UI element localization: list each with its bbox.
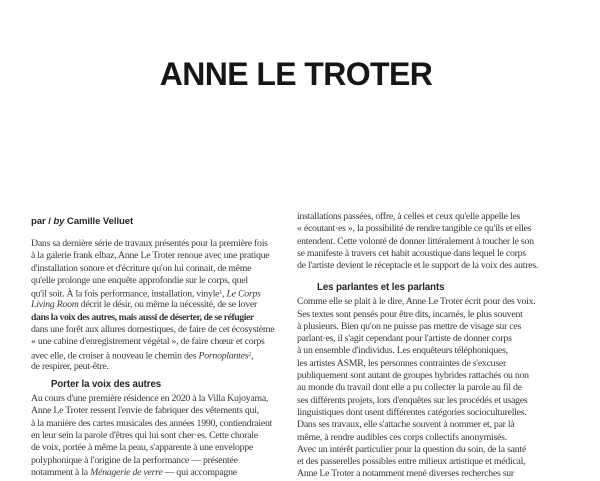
text-line: [297, 419, 567, 431]
text-line: [31, 405, 293, 417]
text-segment: Avec un intérêt particulier pour la question du soin, de la santé: [297, 443, 526, 455]
text-segment: Living Room: [31, 299, 79, 311]
text-segment: même, à rendre audibles ces corps collectifs anonymisés.: [297, 431, 507, 443]
section-heading-porter-la-voix: Porter la voix des autres: [51, 379, 162, 391]
text-segment: installations passées, offre, à celles et ceux qu'elle appelle les: [297, 211, 521, 222]
text-segment: dans la voix des autres, mais aussi de déserter, de se réfugier: [31, 311, 254, 323]
text-line: [297, 456, 567, 468]
text-segment: avec elle, de croiser à nouveau le chemin des: [31, 350, 199, 362]
left-paragraph-2: [31, 393, 293, 479]
text-segment: Pornoplantes: [198, 350, 249, 362]
text-segment: Camille Velluet: [64, 216, 134, 227]
text-segment: de voix, portée à même la peau, s'apparente à une enveloppe: [31, 442, 254, 454]
text-segment: au monde du travail dont elle a pu collecter la parole au fil de: [297, 382, 522, 394]
text-line: [31, 216, 293, 228]
text-segment: à la galerie frank elbaz, Anne Le Troter renoue avec une pratique: [31, 250, 270, 262]
text-segment: les artistes ASMR, les personnes contraintes de s'excuser: [297, 357, 506, 369]
text-segment: publiquement sont autant de groupes hybrides rattachés ou non: [297, 370, 529, 382]
text-segment: notamment à la: [31, 466, 91, 478]
text-line: [297, 395, 567, 407]
text-segment: Comme elle se plait à le dire, Anne Le Troter écrit pour des voix.: [297, 296, 536, 308]
text-line: [31, 324, 293, 336]
text-line: [297, 321, 567, 333]
text-line: [31, 287, 293, 299]
text-segment: de l'artiste devient le réceptacle et le support de la voix des autres.: [297, 260, 539, 272]
footnote-marker: 1: [219, 290, 223, 297]
text-segment: et des passerelles possibles entre milieux artistique et médical,: [297, 456, 526, 468]
text-line: [31, 250, 293, 262]
text-segment: « écoutant·es », la possibilité de rendre tangible ce qu'ils et elles: [297, 223, 532, 235]
text-line: [31, 238, 293, 250]
text-segment: ses différents projets, lors d'enquêtes sur les procédés et usages: [297, 394, 528, 406]
text-segment: Anne Le Troter ressent l'envie de fabriquer des vêtements qui,: [31, 405, 259, 417]
text-segment: à la manière des cartes musicales des années 1990, contiendraient: [31, 417, 273, 429]
text-line: [31, 467, 293, 479]
footnote-marker: 2: [248, 351, 252, 358]
text-segment: d'installation sonore et d'écriture qu'on lui connait, de même: [31, 262, 252, 274]
right-paragraph-2: [297, 296, 567, 480]
text-line: [31, 393, 293, 405]
text-line: [297, 211, 567, 223]
article-title: ANNE LE TROTER: [159, 56, 433, 92]
text-segment: parlant·es, il s'agit cependant pour l'artiste de donner corps: [297, 333, 512, 345]
section-heading-les-parlantes: Les parlantes et les parlants: [317, 282, 445, 294]
text-segment: Au cours d'une première résidence en 2020 à la Villa Kujoyama,: [31, 393, 269, 405]
text-line: [297, 333, 567, 345]
text-line: [31, 361, 293, 373]
text-segment: Dans ses travaux, elle s'attache souvent à nommer et, par là: [297, 419, 515, 431]
byline: [31, 216, 293, 228]
text-segment: à plusieurs. Bien qu'on ne puisse pas mettre de visage sur ces: [297, 320, 522, 332]
text-line: [31, 455, 293, 467]
text-segment: Ses textes sont pensés pour être dits, incarnés, le plus souvent: [297, 308, 523, 320]
text-line: [297, 468, 567, 480]
text-line: [31, 349, 293, 361]
text-line: [31, 312, 293, 324]
right-column: [297, 211, 567, 481]
text-segment: ,: [251, 350, 254, 362]
text-line: [297, 432, 567, 444]
text-line: [31, 442, 293, 454]
text-line: [297, 407, 567, 419]
right-paragraph-1: [297, 211, 567, 272]
text-line: [297, 370, 567, 382]
text-segment: Ménagerie de verre: [90, 466, 163, 478]
text-line: [297, 236, 567, 248]
text-line: [297, 296, 567, 308]
text-segment: se manifeste à travers cet habit acoustique dans lequel le corps: [297, 247, 526, 259]
text-segment: à un ensemble d'individus. Les enquêteurs téléphoniques,: [297, 345, 508, 357]
text-segment: dans une forêt aux allures domestiques, de faire de cet écosystème: [31, 324, 275, 336]
text-line: [297, 444, 567, 456]
text-line: [297, 309, 567, 321]
text-segment: polyphonique à l'origine de la performance — présentée: [31, 454, 238, 466]
text-line: [297, 223, 567, 235]
text-segment: Le Corps: [226, 288, 261, 300]
text-line: [31, 336, 293, 348]
text-line: [297, 358, 567, 370]
text-segment: qu'elle prolonge une enquête approfondie sur le corps, quel: [31, 274, 248, 286]
text-line: [297, 382, 567, 394]
text-segment: en leur sein la parole d'êtres qui lui sont cher·es. Cette chorale: [31, 429, 258, 441]
text-line: [31, 430, 293, 442]
text-segment: — qui accompagne: [162, 466, 237, 478]
text-line: [31, 418, 293, 430]
text-segment: Dans sa dernière série de travaux présentés pour la première fois: [31, 238, 268, 249]
text-segment: par /: [31, 216, 54, 227]
text-line: [297, 345, 567, 357]
text-line: [31, 299, 293, 311]
text-segment: ,: [222, 288, 227, 300]
text-line: [31, 263, 293, 275]
text-line: [297, 260, 567, 272]
text-segment: décrit le désir, ou même la nécessité, de se lover: [78, 299, 257, 311]
text-segment: linguistiques dont usent différentes catégories socioculturelles.: [297, 406, 527, 418]
text-segment: « une cabine d'enregistrement végétal », de faire chœur et corps: [31, 336, 265, 348]
text-segment: by: [53, 216, 65, 227]
text-line: [31, 275, 293, 287]
text-segment: Anne Le Troter a notamment mené diverses recherches sur: [297, 468, 514, 480]
left-paragraph-1: [31, 238, 293, 373]
text-segment: entendent. Cette volonté de donner littéralement à toucher le son: [297, 235, 534, 247]
text-line: [297, 248, 567, 260]
text-segment: qu'il soit. À la fois performance, installation, vinyle: [31, 288, 220, 300]
text-segment: de respirer, peut-être.: [31, 360, 109, 372]
left-column: [31, 216, 293, 479]
